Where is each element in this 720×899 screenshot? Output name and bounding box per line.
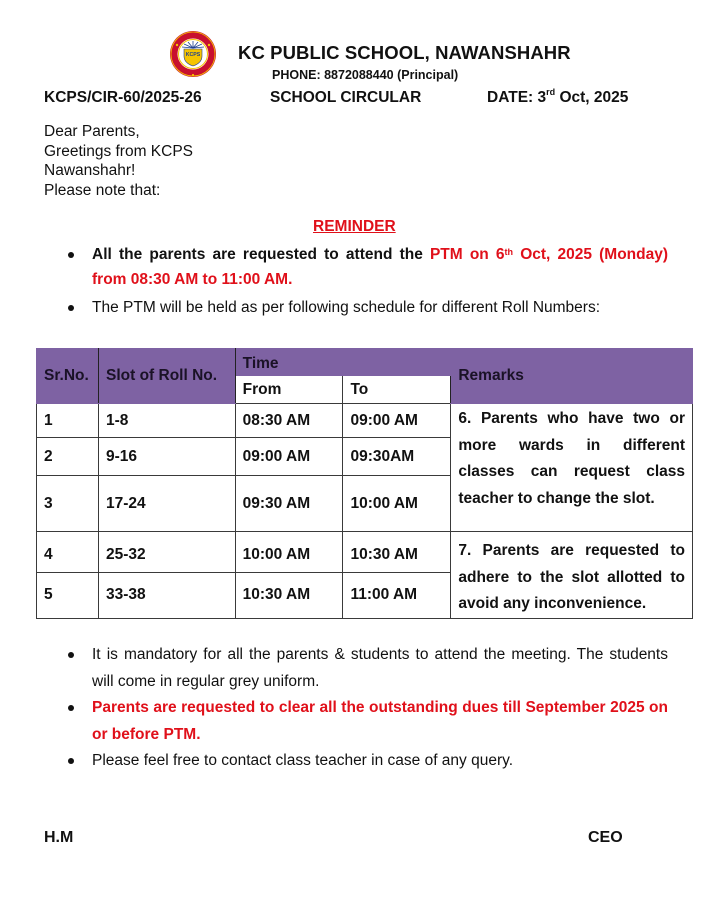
cell-from: 08:30 AM xyxy=(235,404,343,438)
header-to: To xyxy=(343,376,451,404)
cell-sr: 5 xyxy=(37,573,99,618)
school-logo-icon xyxy=(169,30,217,78)
ptm-date-highlight: PTM on 6th Oct, 2025 (Monday) from 08:30 AM to 11:00 AM. xyxy=(92,246,668,288)
bullet-item-ptm-date: All the parents are requested to attend the PTM on 6th Oct, 2025 (Monday) from 08:30 AM to 11:00 AM. xyxy=(66,242,668,292)
cell-sr: 4 xyxy=(37,532,99,573)
bullet-item-contact: Please feel free to contact class teacher in case of any query. xyxy=(66,748,668,775)
circular-reference-number: KCPS/CIR-60/2025-26 xyxy=(44,89,202,106)
svg-text:KCPS: KCPS xyxy=(185,52,201,58)
cell-remark-6: 6. Parents who have two or more wards in different classes can request class teacher to change the slot. xyxy=(451,404,693,532)
bullet-item-schedule-intro: The PTM will be held as per following schedule for different Roll Numbers: xyxy=(66,295,668,320)
cell-slot: 17-24 xyxy=(98,476,235,532)
bullet-item-mandatory: It is mandatory for all the parents & students to attend the meeting. The students will come in regular grey uniform. xyxy=(66,642,668,695)
cell-to: 11:00 AM xyxy=(343,573,451,618)
cell-sr: 3 xyxy=(37,476,99,532)
header-remarks: Remarks xyxy=(451,349,693,404)
school-name: KC PUBLIC SCHOOL, NAWANSHAHR xyxy=(238,42,571,63)
instructions-bullet-list xyxy=(66,642,668,775)
cell-slot: 25-32 xyxy=(98,532,235,573)
header-from: From xyxy=(235,376,343,404)
cell-from: 09:30 AM xyxy=(235,476,343,532)
bullet-icon xyxy=(68,305,74,311)
bullet-icon xyxy=(68,758,74,764)
cell-to: 10:00 AM xyxy=(343,476,451,532)
cell-remark-7: 7. Parents are requested to adhere to the slot allotted to avoid any inconvenience. xyxy=(451,532,693,619)
cell-from: 10:30 AM xyxy=(235,573,343,618)
table-row xyxy=(37,404,693,438)
cell-from: 09:00 AM xyxy=(235,438,343,476)
reminder-heading: REMINDER xyxy=(313,218,396,235)
header-slot: Slot of Roll No. xyxy=(98,349,235,404)
bullet-item-dues: Parents are requested to clear all the outstanding dues till September 2025 on or before PTM. xyxy=(66,695,668,748)
signature-ceo: CEO xyxy=(588,829,623,846)
cell-to: 09:30AM xyxy=(343,438,451,476)
cell-slot: 1-8 xyxy=(98,404,235,438)
bullet-icon xyxy=(68,705,74,711)
table-row xyxy=(37,532,693,573)
bullet-icon xyxy=(68,652,74,658)
school-phone: PHONE: 8872088440 (Principal) xyxy=(272,68,459,82)
cell-to: 10:30 AM xyxy=(343,532,451,573)
bullet-icon xyxy=(68,252,74,258)
ptm-schedule-table xyxy=(36,348,693,619)
cell-slot: 33-38 xyxy=(98,573,235,618)
signature-hm: H.M xyxy=(44,829,74,846)
cell-to: 09:00 AM xyxy=(343,404,451,438)
cell-sr: 1 xyxy=(37,404,99,438)
circular-date: DATE: 3rd Oct, 2025 xyxy=(487,87,629,106)
greeting-line: Dear Parents, xyxy=(44,123,140,140)
cell-slot: 9-16 xyxy=(98,438,235,476)
circular-title: SCHOOL CIRCULAR xyxy=(270,89,422,106)
header-sr-no: Sr.No. xyxy=(37,349,99,404)
cell-sr: 2 xyxy=(37,438,99,476)
greeting-block xyxy=(44,122,193,200)
greeting-line: Nawanshahr! xyxy=(44,162,136,179)
circular-meta-row xyxy=(44,89,684,111)
cell-from: 10:00 AM xyxy=(235,532,343,573)
greeting-line: Please note that: xyxy=(44,181,161,199)
reminder-bullet-list xyxy=(66,242,668,320)
greeting-line: Greetings from KCPS xyxy=(44,142,194,160)
header-time: Time xyxy=(235,349,451,376)
